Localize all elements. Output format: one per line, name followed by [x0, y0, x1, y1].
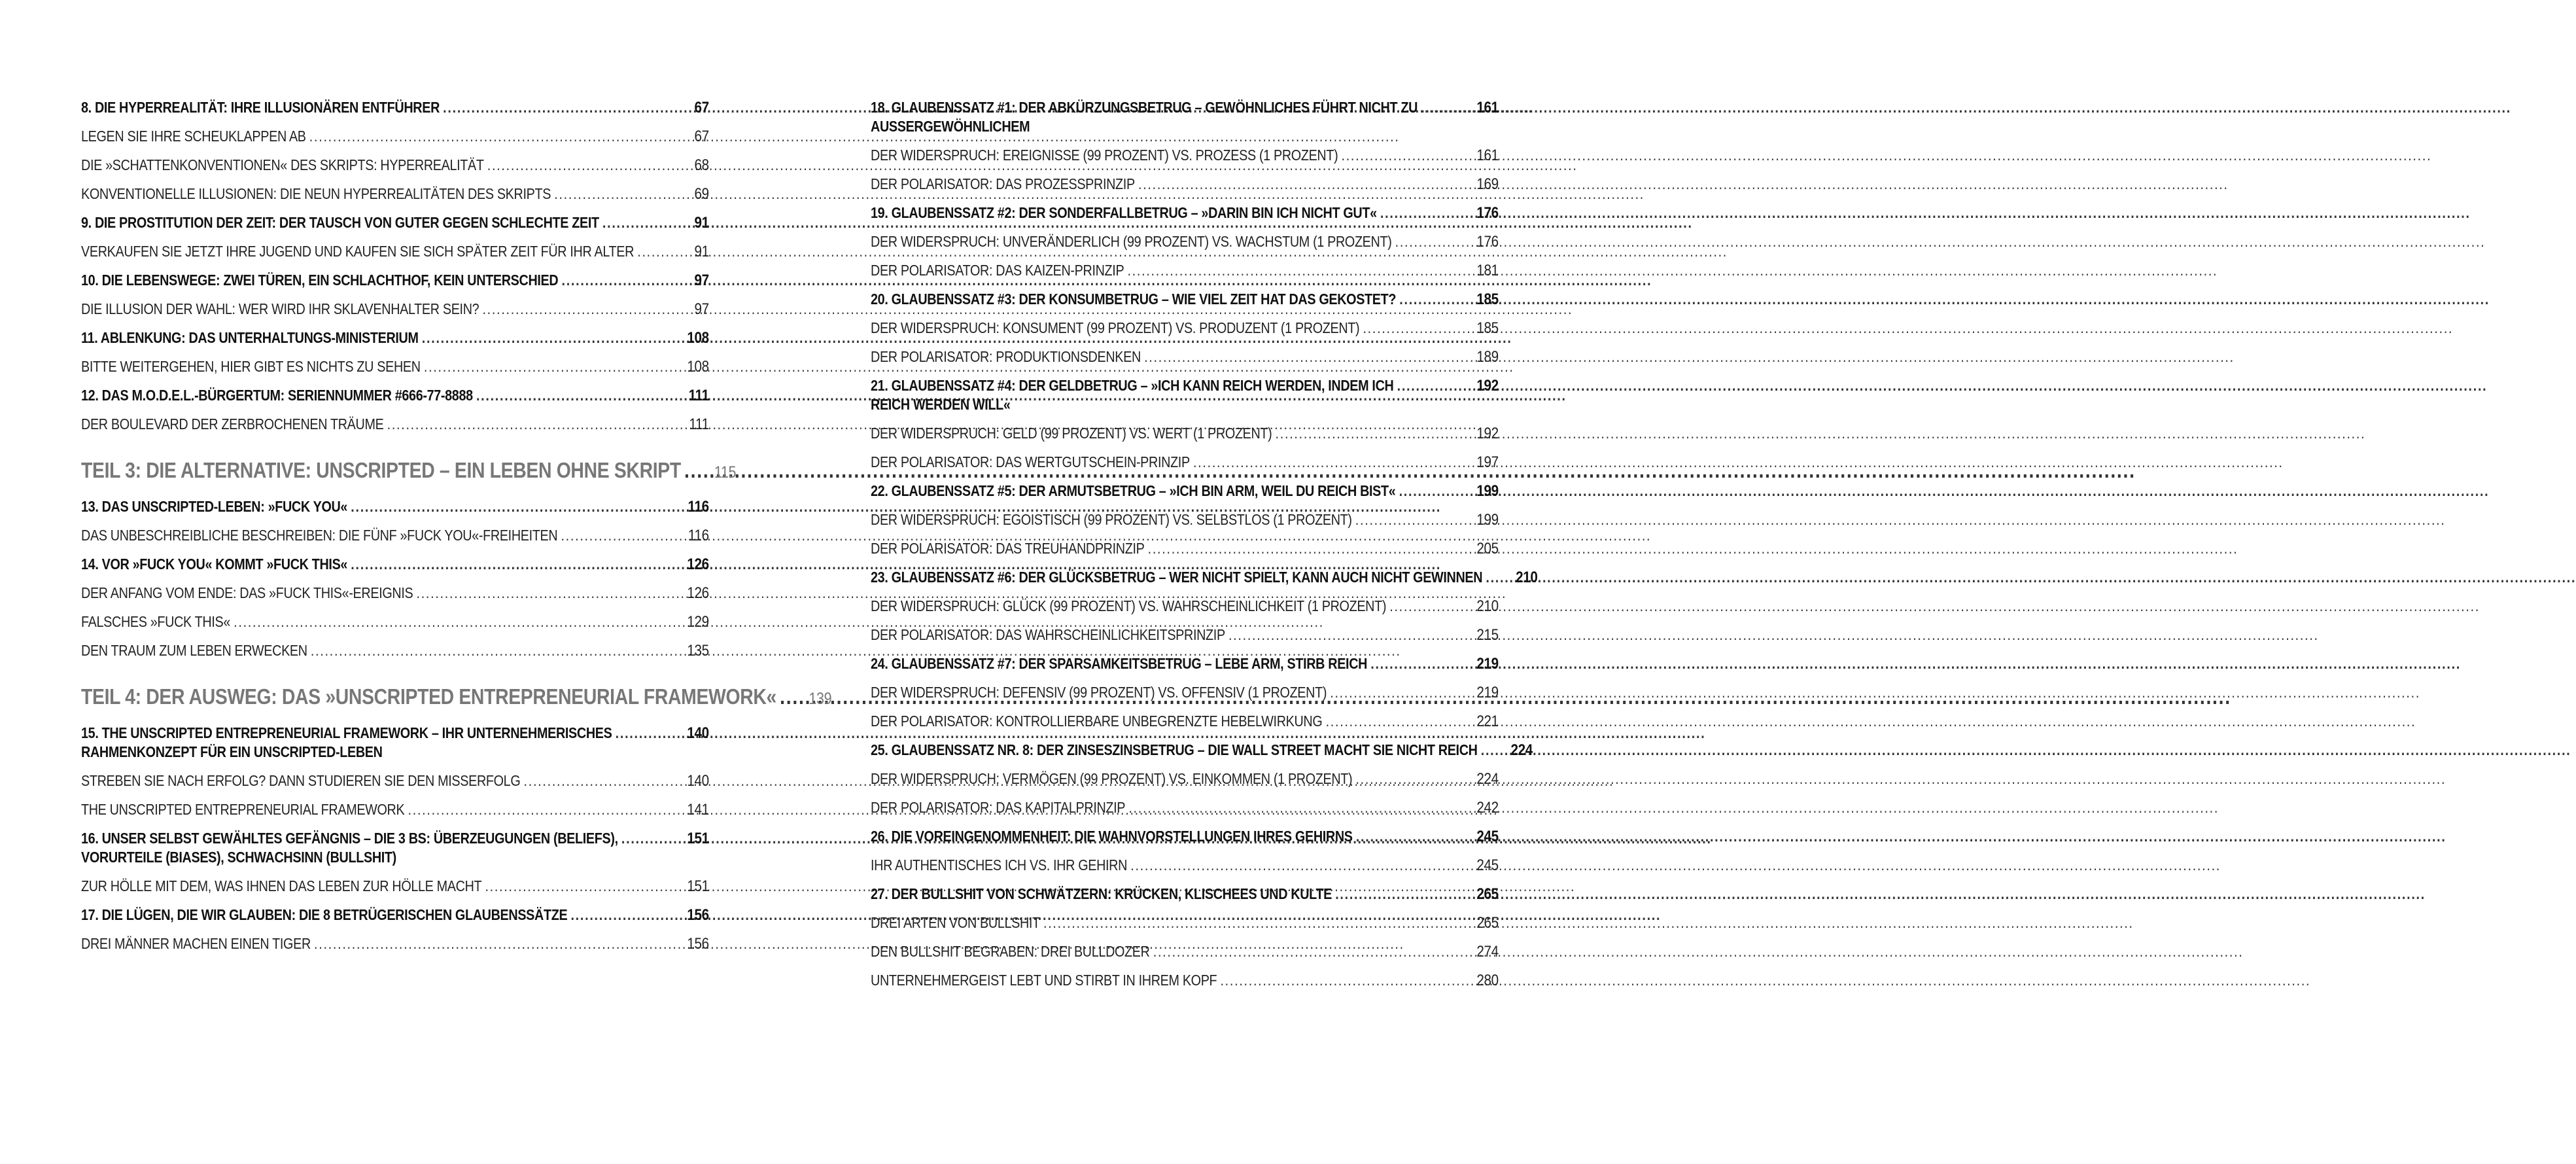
toc-entry-title: DAS UNBESCHREIBLICHE BESCHREIBEN: DIE FÜNF »FUCK YOU«-FREIHEITEN — [81, 527, 558, 544]
leader-dots — [1389, 597, 1458, 616]
toc-entry-part — [81, 684, 832, 712]
toc-entry-sub — [871, 146, 1499, 165]
page-number: 108 — [687, 329, 709, 347]
toc-entry-chapter — [871, 741, 1533, 760]
leader-dots — [482, 300, 668, 319]
toc-entry-title: DER POLARISATOR: DAS KAIZEN-PRINZIP — [871, 262, 1124, 279]
toc-entry-title: DEN TRAUM ZUM LEBEN ERWECKEN — [81, 642, 307, 659]
toc-entry-sub — [871, 175, 1499, 194]
page-number: 199 — [1476, 511, 1499, 529]
leader-dots — [524, 771, 669, 790]
page-number: 245 — [1476, 828, 1499, 845]
leader-dots — [1397, 376, 1458, 395]
page-number: 67 — [694, 128, 709, 145]
toc-entry-title: BITTE WEITERGEHEN, HIER GIBT ES NICHTS ZU SEHEN — [81, 358, 421, 375]
leader-dots — [311, 641, 669, 660]
page-number: 192 — [1476, 425, 1499, 442]
page-number: 151 — [687, 877, 709, 895]
page-number: 221 — [1476, 713, 1499, 730]
toc-entry-sub — [81, 612, 709, 631]
toc-entry-title: ZUR HÖLLE MIT DEM, WAS IHNEN DAS LEBEN ZUR HÖLLE MACHT — [81, 877, 482, 894]
toc-entry-chapter — [81, 906, 709, 925]
toc-entry-sub — [871, 597, 1499, 616]
toc-entry-sub — [871, 856, 1499, 875]
toc-entry-sub — [81, 877, 709, 896]
page-number: 141 — [687, 801, 709, 819]
toc-entry-sub — [871, 319, 1499, 338]
leader-dots — [309, 127, 669, 146]
page-number: 108 — [687, 358, 709, 376]
toc-entry-title: 13. DAS UNSCRIPTED-LEBEN: »FUCK YOU« — [81, 498, 348, 515]
toc-entry-sub — [81, 127, 709, 146]
toc-entry-title — [81, 829, 618, 867]
leader-dots — [1399, 290, 1458, 309]
leader-dots — [684, 457, 695, 484]
page-number: 111 — [689, 415, 709, 433]
toc-entry-title-line: RAHMENKONZEPT FÜR EIN UNSCRIPTED-LEBEN — [81, 743, 383, 760]
toc-entry-sub — [871, 712, 1499, 731]
toc-entry-chapter — [81, 213, 709, 232]
toc-entry-title-line: REICH WERDEN WILL« — [871, 396, 1011, 413]
leader-dots — [314, 934, 669, 953]
page-number: 126 — [687, 584, 709, 602]
leader-dots — [1148, 539, 1458, 558]
toc-entry-title — [81, 724, 612, 762]
page-number: 210 — [1516, 569, 1538, 586]
toc-entry-title: 12. DAS M.O.D.E.L.-BÜRGERTUM: SERIENNUMMER #666-77-8888 — [81, 387, 473, 404]
page-number: 265 — [1476, 914, 1499, 932]
toc-entry-sub — [871, 424, 1499, 443]
page-number: 135 — [687, 642, 709, 660]
toc-entry-chapter — [871, 376, 1499, 414]
page-number: 176 — [1476, 204, 1499, 222]
leader-dots — [234, 612, 669, 631]
toc-entry-sub — [81, 934, 709, 953]
page-number: 69 — [694, 185, 709, 203]
toc-entry-title-line: 16. UNSER SELBST GEWÄHLTES GEFÄNGNIS – DIE 3 BS: ÜBERZEUGUNGEN (BELIEFS), — [81, 830, 618, 847]
page-number: 197 — [1476, 453, 1499, 471]
toc-entry-chapter — [871, 827, 1499, 846]
toc-entry-title: DER WIDERSPRUCH: EREIGNISSE (99 PROZENT) VS. PROZESS (1 PROZENT) — [871, 147, 1338, 164]
toc-entry-chapter — [81, 328, 709, 347]
leader-dots — [1127, 261, 1457, 280]
toc-entry-sub — [81, 526, 709, 545]
page-number: 242 — [1476, 799, 1499, 817]
page-number: 265 — [1476, 885, 1499, 903]
leader-dots — [1481, 741, 1492, 760]
toc-entry-title: TEIL 4: DER AUSWEG: DAS »UNSCRIPTED ENTREPRENEURIAL FRAMEWORK« — [81, 684, 776, 709]
toc-entry-title: STREBEN SIE NACH ERFOLG? DANN STUDIEREN SIE DEN MISSERFOLG — [81, 772, 521, 789]
toc-right-page — [871, 98, 1538, 1000]
leader-dots — [1330, 683, 1458, 702]
toc-entry-title: VERKAUFEN SIE JETZT IHRE JUGEND UND KAUFEN SIE SICH SPÄTER ZEIT FÜR IHR ALTER — [81, 243, 635, 260]
toc-entry-title: THE UNSCRIPTED ENTREPRENEURIAL FRAMEWORK — [81, 801, 405, 818]
leader-dots — [387, 415, 669, 434]
toc-entry-title-line: 21. GLAUBENSSATZ #4: DER GELDBETRUG – »ICH KANN REICH WERDEN, INDEM ICH — [871, 377, 1394, 394]
page-number: 199 — [1476, 482, 1499, 500]
toc-entry-title-line: 15. THE UNSCRIPTED ENTREPRENEURIAL FRAMEWORK – IHR UNTERNEHMERISCHES — [81, 724, 612, 741]
toc-entry-sub — [81, 641, 709, 660]
toc-entry-title-line: VORURTEILE (BIASES), SCHWACHSINN (BULLSHIT) — [81, 849, 396, 866]
leader-dots — [570, 906, 668, 925]
toc-entry-title: 26. DIE VOREINGENOMMENHEIT: DIE WAHNVORSTELLUNGEN IHRES GEHIRNS — [871, 828, 1353, 845]
toc-entry-title: DIE »SCHATTENKONVENTIONEN« DES SKRIPTS: HYPERREALITÄT — [81, 156, 484, 173]
leader-dots — [1421, 98, 1458, 117]
toc-entry-title: 25. GLAUBENSSATZ NR. 8: DER ZINSESZINSBETRUG – DIE WALL STREET MACHT SIE NICHT REICH — [871, 741, 1478, 758]
page-number: 156 — [687, 906, 709, 924]
toc-entry-sub — [871, 769, 1499, 788]
page-number: 115 — [714, 463, 737, 482]
leader-dots — [408, 800, 669, 819]
toc-entry-title: 23. GLAUBENSSATZ #6: DER GLÜCKSBETRUG – WER NICHT SPIELT, KANN AUCH NICHT GEWINNEN — [871, 569, 1483, 586]
toc-entry-title: DER POLARISATOR: DAS TREUHANDPRINZIP — [871, 540, 1145, 557]
toc-entry-title: 8. DIE HYPERREALITÄT: IHRE ILLUSIONÄREN ENTFÜHRER — [81, 99, 440, 116]
toc-entry-title-line: AUSSERGEWÖHNLICHEM — [871, 118, 1030, 135]
leader-dots — [1399, 482, 1458, 501]
leader-dots — [1144, 347, 1458, 366]
page-number: 181 — [1476, 262, 1499, 279]
leader-dots — [1193, 453, 1458, 472]
page-number: 151 — [687, 830, 709, 847]
toc-entry-title — [871, 98, 1418, 136]
leader-dots — [485, 877, 668, 896]
page-number: 219 — [1476, 655, 1499, 673]
page-number: 97 — [694, 300, 709, 318]
leader-dots — [1043, 913, 1458, 932]
page-number: 215 — [1476, 626, 1499, 644]
leader-dots — [1335, 885, 1458, 904]
leader-dots — [1395, 232, 1458, 251]
toc-entry-chapter — [81, 497, 709, 516]
leader-dots — [621, 829, 669, 848]
page-number: 140 — [687, 772, 709, 790]
toc-entry-chapter — [871, 568, 1538, 587]
toc-entry-part — [81, 457, 737, 485]
toc-entry-chapter — [871, 654, 1499, 673]
leader-dots — [1128, 798, 1458, 817]
leader-dots — [1380, 203, 1458, 222]
leader-dots — [1355, 769, 1457, 788]
toc-entry-title: 14. VOR »FUCK YOU« KOMMT »FUCK THIS« — [81, 556, 348, 573]
leader-dots — [1153, 942, 1458, 961]
leader-dots — [780, 684, 791, 710]
toc-entry-sub — [81, 800, 709, 819]
leader-dots — [561, 271, 668, 290]
leader-dots — [1363, 319, 1457, 338]
toc-entry-sub — [81, 242, 709, 261]
leader-dots — [424, 357, 669, 376]
toc-entry-title: IHR AUTHENTISCHES ICH VS. IHR GEHIRN — [871, 856, 1128, 873]
page-number: 91 — [694, 214, 709, 232]
toc-entry-chapter — [871, 290, 1499, 309]
page-number: 219 — [1476, 684, 1499, 701]
toc-entry-chapter — [81, 271, 709, 290]
toc-entry-chapter — [871, 885, 1499, 904]
page-number: 156 — [687, 935, 709, 953]
toc-entry-title: DER WIDERSPRUCH: GELD (99 PROZENT) VS. WERT (1 PROZENT) — [871, 425, 1272, 442]
leader-dots — [476, 386, 669, 405]
page-number: 185 — [1476, 319, 1499, 337]
toc-entry-title: DER ANFANG VOM ENDE: DAS »FUCK THIS«-EREIGNIS — [81, 584, 413, 601]
leader-dots — [554, 185, 669, 203]
toc-entry-chapter — [81, 98, 709, 117]
toc-entry-chapter — [81, 386, 709, 405]
toc-entry-title: DER POLARISATOR: KONTROLLIERBARE UNBEGRENZTE HEBELWIRKUNG — [871, 713, 1323, 730]
toc-entry-sub — [871, 942, 1499, 961]
leader-dots — [422, 328, 669, 347]
leader-dots — [602, 213, 669, 232]
toc-entry-chapter — [871, 203, 1499, 222]
toc-entry-title: DER WIDERSPRUCH: GLÜCK (99 PROZENT) VS. WAHRSCHEINLICHKEIT (1 PROZENT) — [871, 597, 1387, 614]
leader-dots — [1341, 146, 1457, 165]
page-number: 67 — [694, 99, 709, 116]
toc-entry-title: DER WIDERSPRUCH: VERMÖGEN (99 PROZENT) VS. EINKOMMEN (1 PROZENT) — [871, 770, 1353, 787]
leader-dots — [1486, 568, 1497, 587]
toc-entry-sub — [871, 453, 1499, 472]
toc-entry-title: 24. GLAUBENSSATZ #7: DER SPARSAMKEITSBETRUG – LEBE ARM, STIRB REICH — [871, 655, 1368, 672]
toc-entry-sub — [81, 771, 709, 790]
toc-entry-title: DER POLARISATOR: DAS WAHRSCHEINLICHKEITSPRINZIP — [871, 626, 1225, 643]
page-number: 139 — [809, 690, 832, 708]
toc-entry-sub — [871, 798, 1499, 817]
toc-entry-title: DREI ARTEN VON BULLSHIT — [871, 914, 1040, 931]
page-number: 140 — [687, 724, 709, 742]
leader-dots — [1356, 827, 1458, 846]
toc-entry-sub — [871, 347, 1499, 366]
toc-entry-title: DER WIDERSPRUCH: DEFENSIV (99 PROZENT) VS. OFFENSIV (1 PROZENT) — [871, 684, 1327, 701]
toc-entry-title: DER WIDERSPRUCH: KONSUMENT (99 PROZENT) VS. PRODUZENT (1 PROZENT) — [871, 319, 1360, 336]
toc-entry-sub — [871, 971, 1499, 990]
page-number: 91 — [694, 243, 709, 260]
toc-entry-title: DER WIDERSPRUCH: UNVERÄNDERLICH (99 PROZENT) VS. WACHSTUM (1 PROZENT) — [871, 233, 1392, 250]
page-number: 116 — [688, 498, 709, 516]
toc-entry-title: UNTERNEHMERGEIST LEBT UND STIRBT IN IHREM KOPF — [871, 972, 1217, 989]
page-number: 97 — [694, 272, 709, 289]
toc-entry-sub — [871, 913, 1499, 932]
page-number: 161 — [1476, 147, 1499, 164]
toc-entry-title: DER WIDERSPRUCH: EGOISTISCH (99 PROZENT) VS. SELBSTLOS (1 PROZENT) — [871, 511, 1352, 528]
toc-entry-sub — [81, 300, 709, 319]
leader-dots — [1276, 424, 1458, 443]
leader-dots — [443, 98, 669, 117]
toc-entry-title: 20. GLAUBENSSATZ #3: DER KONSUMBETRUG – WIE VIEL ZEIT HAT DAS GEKOSTET? — [871, 291, 1397, 308]
toc-entry-sub — [81, 357, 709, 376]
leader-dots — [351, 497, 669, 516]
leader-dots — [1228, 626, 1458, 644]
toc-entry-title: KONVENTIONELLE ILLUSIONEN: DIE NEUN HYPERREALITÄTEN DES SKRIPTS — [81, 185, 551, 202]
toc-entry-sub — [871, 539, 1499, 558]
toc-entry-title: 27. DER BULLSHIT VON SCHWÄTZERN: KRÜCKEN, KLISCHEES UND KULTE — [871, 885, 1332, 902]
toc-entry-title: DER POLARISATOR: PRODUKTIONSDENKEN — [871, 348, 1141, 365]
toc-entry-sub — [871, 232, 1499, 251]
toc-entry-title: 17. DIE LÜGEN, DIE WIR GLAUBEN: DIE 8 BETRÜGERISCHEN GLAUBENSSÄTZE — [81, 906, 568, 923]
page-number: 224 — [1476, 770, 1499, 788]
leader-dots — [1130, 856, 1458, 875]
toc-entry-sub — [81, 415, 709, 434]
toc-left-page — [81, 98, 832, 963]
toc-entry-title: 19. GLAUBENSSATZ #2: DER SONDERFALLBETRUG – »DARIN BIN ICH NICHT GUT« — [871, 204, 1377, 221]
toc-entry-title: LEGEN SIE IHRE SCHEUKLAPPEN AB — [81, 128, 306, 145]
toc-entry-title: DEN BULLSHIT BEGRABEN: DREI BULLDOZER — [871, 943, 1150, 960]
page-number: 210 — [1476, 597, 1499, 615]
page-number: 129 — [687, 613, 709, 631]
toc-entry-sub — [871, 510, 1499, 529]
page-number: 245 — [1476, 856, 1499, 874]
page-number: 68 — [694, 156, 709, 174]
page-number: 205 — [1476, 540, 1499, 557]
toc-entry-sub — [81, 156, 709, 175]
toc-entry-title: 22. GLAUBENSSATZ #5: DER ARMUTSBETRUG – »ICH BIN ARM, WEIL DU REICH BIST« — [871, 482, 1396, 499]
page-number: 161 — [1476, 99, 1499, 116]
page-number: 189 — [1476, 348, 1499, 366]
page-number: 116 — [688, 527, 709, 544]
leader-dots — [351, 555, 669, 574]
leader-dots — [637, 242, 669, 261]
page-number: 280 — [1476, 972, 1499, 989]
toc-entry-title: DER POLARISATOR: DAS WERTGUTSCHEIN-PRINZIP — [871, 453, 1190, 470]
toc-entry-sub — [81, 185, 709, 203]
toc-entry-title-line: 18. GLAUBENSSATZ #1: DER ABKÜRZUNGSBETRUG – GEWÖHNLICHES FÜHRT NICHT ZU — [871, 99, 1418, 116]
toc-entry-title: DIE ILLUSION DER WAHL: WER WIRD IHR SKLAVENHALTER SEIN? — [81, 300, 479, 317]
toc-entry-title: 10. DIE LEBENSWEGE: ZWEI TÜREN, EIN SCHLACHTHOF, KEIN UNTERSCHIED — [81, 272, 559, 289]
toc-entry-chapter — [81, 555, 709, 574]
toc-entry-title: 9. DIE PROSTITUTION DER ZEIT: DER TAUSCH VON GUTER GEGEN SCHLECHTE ZEIT — [81, 214, 599, 231]
toc-entry-title: DREI MÄNNER MACHEN EINEN TIGER — [81, 935, 311, 952]
leader-dots — [1370, 654, 1458, 673]
page-number: 192 — [1476, 377, 1499, 395]
leader-dots — [487, 156, 669, 175]
leader-dots — [1326, 712, 1458, 731]
leader-dots — [1220, 971, 1457, 990]
toc-entry-title: DER POLARISATOR: DAS KAPITALPRINZIP — [871, 799, 1126, 816]
page-number: 274 — [1476, 943, 1499, 961]
toc-entry-sub — [871, 261, 1499, 280]
toc-entry-title: DER POLARISATOR: DAS PROZESSPRINZIP — [871, 175, 1135, 192]
toc-entry-chapter — [871, 98, 1499, 136]
leader-dots — [1355, 510, 1458, 529]
leader-dots — [416, 584, 668, 603]
toc-entry-chapter — [81, 829, 709, 867]
page-number: 185 — [1476, 291, 1499, 308]
toc-entry-title: FALSCHES »FUCK THIS« — [81, 613, 230, 630]
page-number: 126 — [687, 556, 709, 573]
page-number: 169 — [1476, 175, 1499, 193]
toc-entry-chapter — [871, 482, 1499, 501]
toc-entry-sub — [871, 683, 1499, 702]
leader-dots — [1138, 175, 1458, 194]
page-number: 111 — [688, 387, 709, 404]
toc-entry-title: DER BOULEVARD DER ZERBROCHENEN TRÄUME — [81, 415, 384, 432]
toc-entry-sub — [871, 626, 1499, 644]
toc-entry-title: TEIL 3: DIE ALTERNATIVE: UNSCRIPTED – EIN LEBEN OHNE SKRIPT — [81, 458, 681, 482]
toc-entry-title: 11. ABLENKUNG: DAS UNTERHALTUNGS-MINISTERIUM — [81, 329, 419, 346]
page-number: 224 — [1510, 741, 1533, 759]
leader-dots — [616, 724, 669, 743]
toc-entry-title — [871, 376, 1393, 414]
leader-dots — [561, 526, 668, 545]
toc-entry-sub — [81, 584, 709, 603]
toc-entry-chapter — [81, 724, 709, 762]
page-number: 176 — [1476, 233, 1499, 251]
